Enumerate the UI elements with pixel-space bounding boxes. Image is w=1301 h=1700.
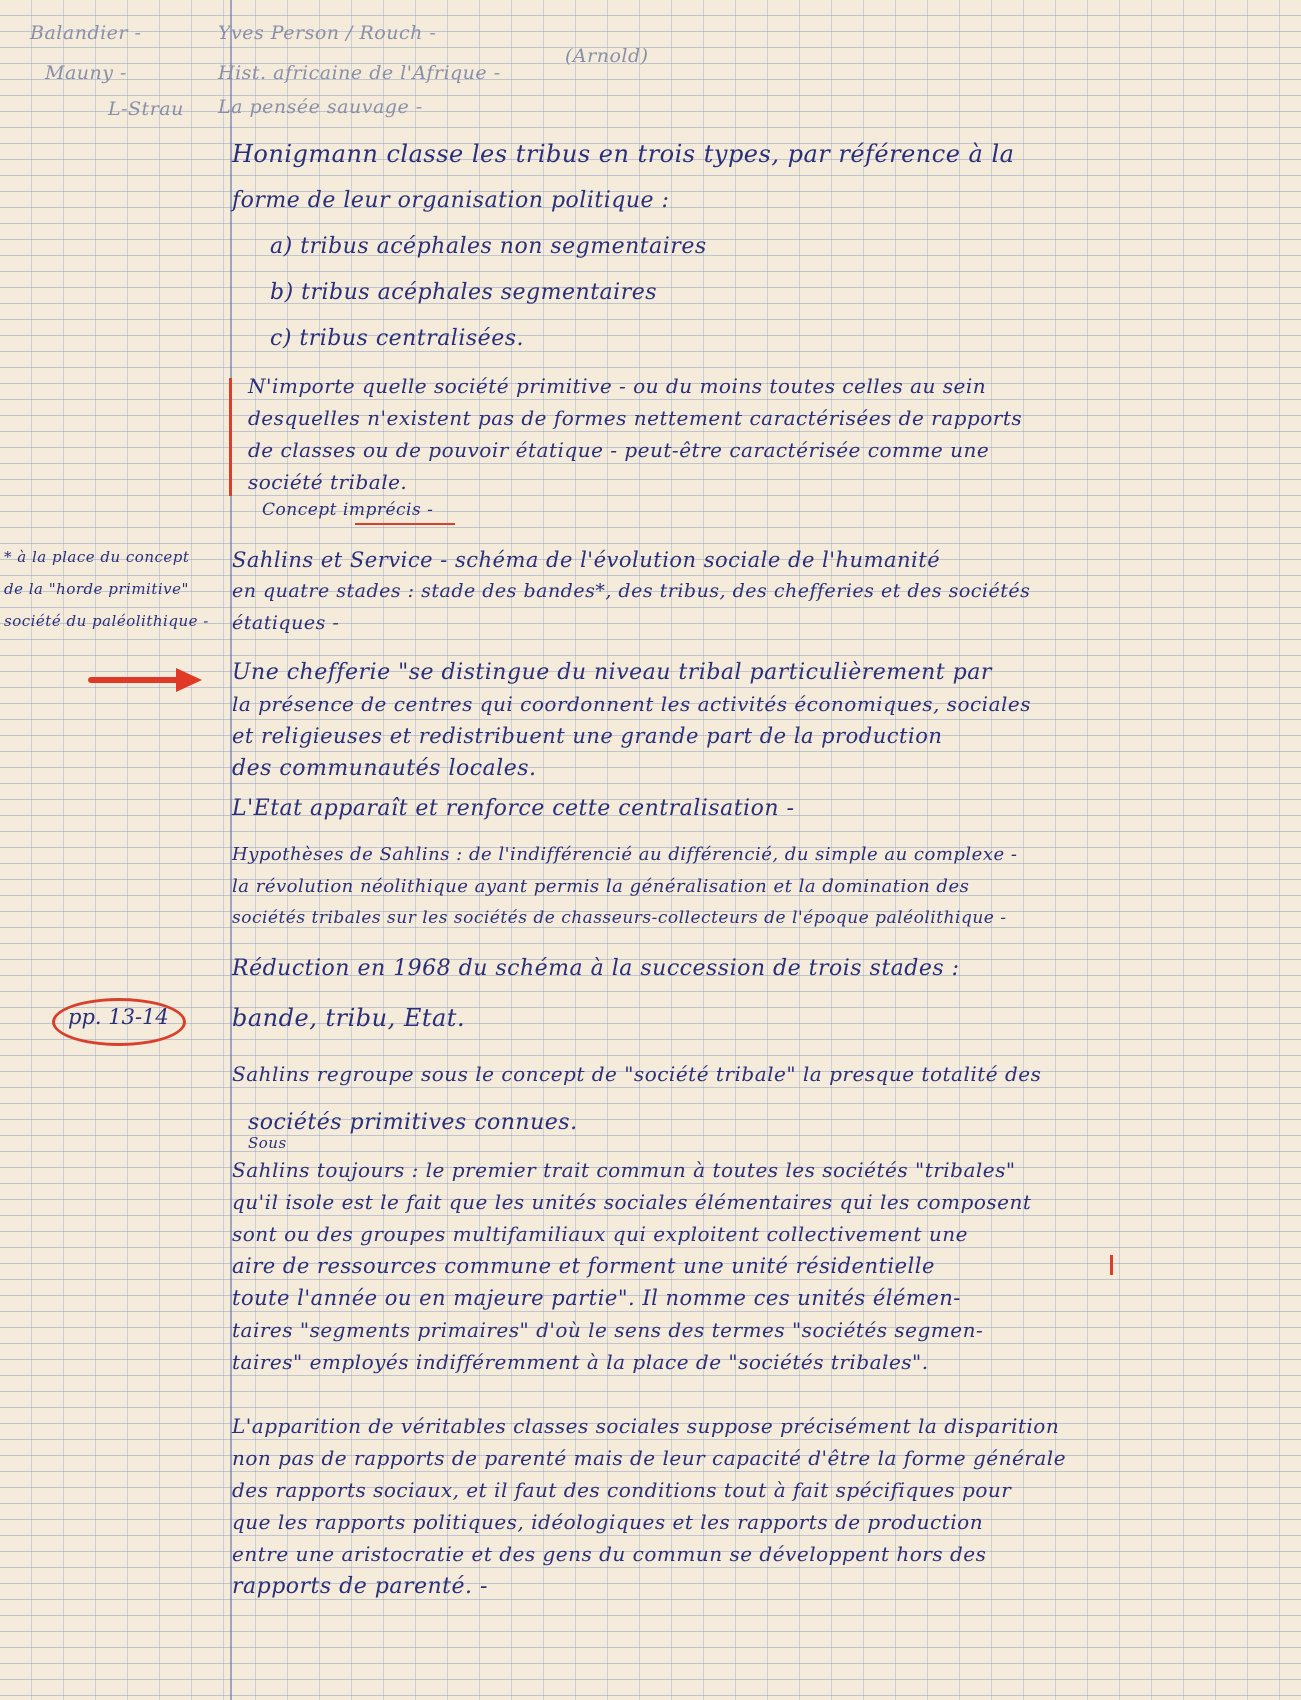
p1-line-3: a) tribus acéphales non segmentaires [270, 234, 707, 259]
p3-line-2: en quatre stades : stade des bandes*, des tribus, des chefferies et des sociétés [232, 580, 1031, 602]
p7-line-4: aire de ressources commune et forment une unité résidentielle [232, 1254, 935, 1278]
p4-line-4: des communautés locales. [232, 756, 537, 781]
p5-line-3: sociétés tribales sur les sociétés de chasseurs-collecteurs de l'époque paléolithique - [232, 908, 1007, 928]
p1-line-2: forme de leur organisation politique : [232, 188, 670, 213]
margin-comment-2: de la "horde primitive" [4, 580, 189, 598]
p8-line-5: entre une aristocratie et des gens du commun se développent hors des [232, 1542, 987, 1566]
p1-line-1: Honigmann classe les tribus en trois types, par référence à la [232, 140, 1015, 168]
red-arrow-icon [88, 677, 183, 683]
note-top-left-2: Mauny - [45, 62, 127, 84]
p8-line-4: que les rapports politiques, idéologiques et les rapports de production [232, 1510, 984, 1534]
p2-line-5: Concept imprécis - [262, 500, 434, 520]
p7-line-1: Sahlins toujours : le premier trait commun à toutes les sociétés "tribales" [232, 1158, 1016, 1182]
p7-line-5: toute l'année ou en majeure partie". Il nomme ces unités élémen- [232, 1286, 961, 1310]
p4-line-2: la présence de centres qui coordonnent les activités économiques, sociales [232, 692, 1032, 716]
p2-line-2: desquelles n'existent pas de formes nettement caractérisées de rapports [248, 406, 1023, 430]
p4-line-1: Une chefferie "se distingue du niveau tribal particulièrement par [232, 660, 992, 685]
margin-comment-1: * à la place du concept [4, 548, 190, 566]
p4-line-5: L'Etat apparaît et renforce cette centralisation - [232, 796, 795, 821]
red-underline-imprecis [355, 523, 455, 525]
note-top-left-1: Balandier - [30, 22, 142, 44]
p3-line-1: Sahlins et Service - schéma de l'évolution sociale de l'humanité [232, 548, 941, 572]
red-arrow-head-icon [176, 668, 202, 692]
note-top-left-3: L-Strau [108, 98, 184, 120]
p8-line-1: L'apparition de véritables classes sociales suppose précisément la disparition [232, 1414, 1060, 1438]
p7-line-7: taires" employés indifféremment à la place de "sociétés tribales". [232, 1350, 929, 1374]
p6-line-2: sociétés primitives connues. [248, 1110, 578, 1135]
p7-line-2: qu'il isole est le fait que les unités sociales élémentaires qui les composent [232, 1190, 1032, 1214]
p4-line-3: et religieuses et redistribuent une grande part de la production [232, 724, 943, 748]
p1-line-4: b) tribus acéphales segmentaires [270, 280, 658, 305]
p5-line-4: Réduction en 1968 du schéma à la succession de trois stades : [232, 956, 960, 981]
p8-line-2: non pas de rapports de parenté mais de leur capacité d'être la forme générale [232, 1446, 1067, 1470]
p8-line-3: des rapports sociaux, et il faut des conditions tout à fait spécifiques pour [232, 1478, 1012, 1502]
margin-comment-3: société du paléolithique - [4, 612, 209, 630]
note-ref-1: Yves Person / Rouch - [218, 22, 437, 44]
p2-line-4: société tribale. [248, 470, 408, 494]
red-margin-bar [229, 378, 232, 496]
red-tick-mark [1110, 1255, 1113, 1275]
p5-line-1: Hypothèses de Sahlins : de l'indifférencié au différencié, du simple au complexe - [232, 844, 1018, 865]
note-aside: (Arnold) [565, 45, 649, 67]
p7-line-6: taires "segments primaires" d'où le sens des termes "sociétés segmen- [232, 1318, 984, 1342]
p2-line-3: de classes ou de pouvoir étatique - peut-être caractérisée comme une [248, 438, 990, 462]
p5-line-5: bande, tribu, Etat. [232, 1004, 466, 1032]
p8-line-6: rapports de parenté. - [232, 1574, 488, 1599]
p1-line-5: c) tribus centralisées. [270, 326, 524, 351]
p3-line-3: étatiques - [232, 612, 340, 634]
p5-line-2: la révolution néolithique ayant permis la généralisation et la domination des [232, 876, 970, 897]
note-ref-2: Hist. africaine de l'Afrique - [218, 62, 501, 84]
p7-prefix: Sous [248, 1134, 287, 1152]
p7-line-3: sont ou des groupes multifamiliaux qui exploitent collectivement une [232, 1222, 968, 1246]
p6-line-1: Sahlins regroupe sous le concept de "société tribale" la presque totalité des [232, 1062, 1042, 1086]
note-ref-3: La pensée sauvage - [218, 96, 423, 118]
page-ref-label: pp. 13-14 [68, 1005, 169, 1029]
p2-line-1: N'importe quelle société primitive - ou du moins toutes celles au sein [248, 374, 987, 398]
